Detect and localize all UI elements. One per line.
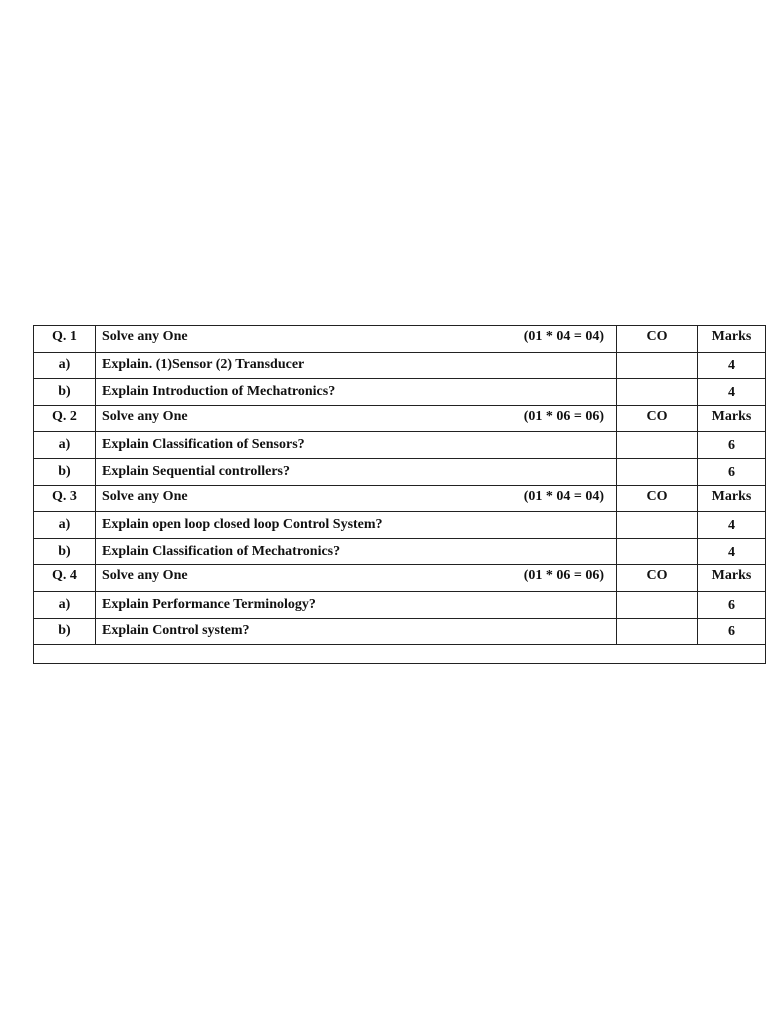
question-header-row — [34, 326, 766, 353]
sub-question-text: Explain Classification of Mechatronics? — [96, 538, 617, 565]
co-value — [617, 432, 698, 459]
question-heading-cell — [96, 405, 617, 432]
marks-value: 4 — [698, 512, 766, 539]
sub-question-row — [34, 538, 766, 565]
question-number: Q. 4 — [34, 565, 96, 592]
sub-question-text: Explain open loop closed loop Control System? — [96, 512, 617, 539]
marks-scheme: (01 * 04 = 04) — [523, 488, 604, 504]
question-table — [33, 325, 766, 664]
sub-question-label: a) — [34, 432, 96, 459]
co-header: CO — [617, 326, 698, 353]
marks-value: 4 — [698, 538, 766, 565]
marks-value: 6 — [698, 432, 766, 459]
sub-question-row — [34, 618, 766, 645]
question-instruction: Solve any One — [102, 329, 188, 344]
marks-header: Marks — [698, 565, 766, 592]
co-value — [617, 591, 698, 618]
marks-value: 6 — [698, 618, 766, 645]
sub-question-text: Explain Sequential controllers? — [96, 458, 617, 485]
question-header-row — [34, 485, 766, 512]
co-value — [617, 538, 698, 565]
question-number: Q. 2 — [34, 405, 96, 432]
question-header-row — [34, 565, 766, 592]
sub-question-row — [34, 512, 766, 539]
marks-value: 6 — [698, 458, 766, 485]
co-header: CO — [617, 565, 698, 592]
question-instruction: Solve any One — [102, 568, 188, 584]
sub-question-row — [34, 432, 766, 459]
sub-question-label: b) — [34, 618, 96, 645]
sub-question-text: Explain Control system? — [96, 618, 617, 645]
question-instruction: Solve any One — [102, 488, 188, 504]
sub-question-label: b) — [34, 458, 96, 485]
co-value — [617, 352, 698, 379]
co-header: CO — [617, 485, 698, 512]
marks-value: 6 — [698, 591, 766, 618]
marks-scheme: (01 * 06 = 06) — [523, 568, 604, 584]
sub-question-row — [34, 458, 766, 485]
sub-question-label: a) — [34, 591, 96, 618]
question-header-row — [34, 405, 766, 432]
marks-header: Marks — [698, 485, 766, 512]
sub-question-label: b) — [34, 538, 96, 565]
sub-question-text: Explain Introduction of Mechatronics? — [96, 379, 617, 406]
question-heading-cell — [96, 326, 617, 353]
co-value — [617, 379, 698, 406]
sub-question-text: Explain Performance Terminology? — [96, 591, 617, 618]
sub-question-label: a) — [34, 512, 96, 539]
marks-header: Marks — [698, 405, 766, 432]
empty-cell — [34, 645, 766, 664]
co-value — [617, 458, 698, 485]
question-instruction: Solve any One — [102, 408, 188, 424]
question-heading-cell — [96, 485, 617, 512]
sub-question-text: Explain Classification of Sensors? — [96, 432, 617, 459]
question-number: Q. 3 — [34, 485, 96, 512]
question-heading-cell — [96, 565, 617, 592]
question-number: Q. 1 — [34, 326, 96, 353]
sub-question-row — [34, 352, 766, 379]
marks-value: 4 — [698, 352, 766, 379]
sub-question-label: b) — [34, 379, 96, 406]
sub-question-text: Explain. (1)Sensor (2) Transducer — [96, 352, 617, 379]
marks-value: 4 — [698, 379, 766, 406]
question-paper — [33, 325, 765, 671]
sub-question-label: a) — [34, 352, 96, 379]
marks-header: Marks — [698, 326, 766, 353]
co-value — [617, 512, 698, 539]
co-header: CO — [617, 405, 698, 432]
marks-scheme: (01 * 04 = 04) — [523, 329, 604, 344]
empty-row — [34, 645, 766, 664]
co-value — [617, 618, 698, 645]
sub-question-row — [34, 591, 766, 618]
sub-question-row — [34, 379, 766, 406]
marks-scheme: (01 * 06 = 06) — [523, 408, 604, 424]
